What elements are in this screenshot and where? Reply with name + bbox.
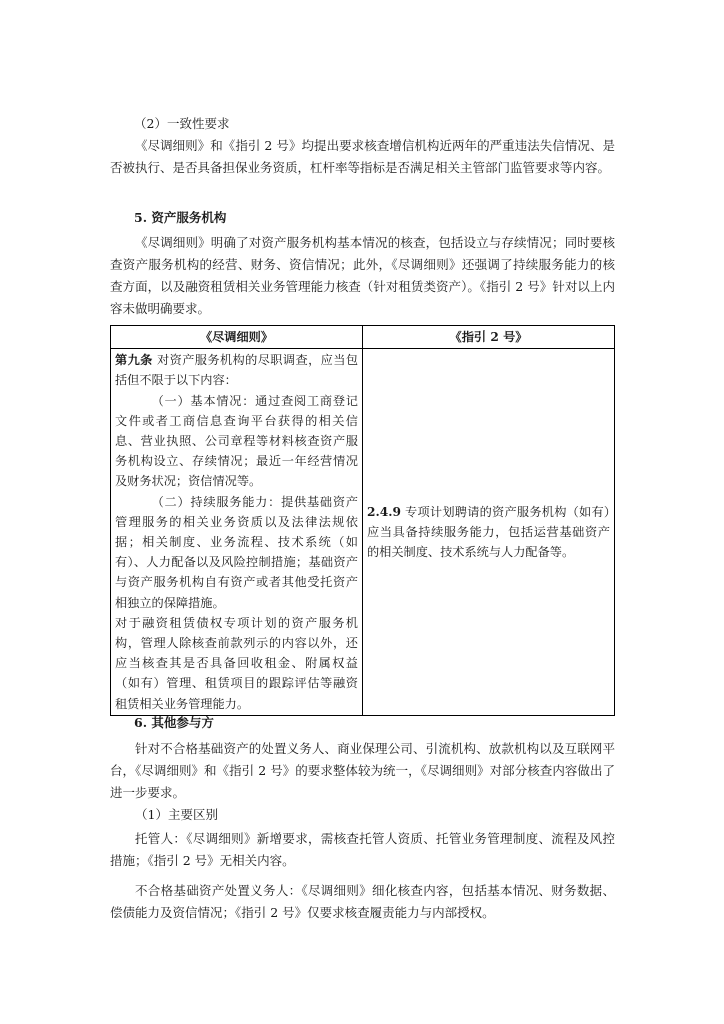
table-header-row bbox=[111, 326, 615, 349]
consistency-paragraph: 《尽调细则》和《指引 2 号》均提出要求核查增信机构近两年的严重违法失信情况、是否被执行、是否具备担保业务资质，杠杆率等指标是否满足相关主管部门监管要求等内容。 bbox=[110, 138, 615, 175]
main-differences-heading: （1）主要区别 bbox=[135, 807, 218, 822]
guideline-2-4-9-text: 专项计划聘请的资产服务机构（如有）应当具备持续服务能力，包括运营基础资产的相关制度、技术系统与人力配备等。 bbox=[367, 504, 610, 560]
article-9-label: 第九条 bbox=[115, 353, 153, 368]
consistency-heading: （2）一致性要求 bbox=[134, 116, 230, 131]
table-header-right: 《指引 2 号》 bbox=[363, 326, 615, 349]
article-9-item-3: 对于融资租赁债权专项计划的资产服务机构，管理人除核查前款列示的内容以外，还应当核查其是否具备回收租金、附属权益（如有）管理、租赁项目的跟踪评估等融资租赁相关业务管理能力。 bbox=[115, 615, 358, 711]
article-9-intro bbox=[115, 350, 358, 390]
table-cell-left bbox=[111, 349, 363, 716]
table-row bbox=[111, 349, 615, 716]
article-9-item-1: （一）基本情况：通过查阅工商登记文件或者工商信息查询平台获得的相关信息、营业执照、公司章程等材料核查资产服务机构设立、存续情况；最近一年经营情况及财务状况；资信情况等。 bbox=[115, 393, 358, 489]
guideline-2-4-9 bbox=[367, 502, 610, 563]
table-cell-right bbox=[363, 349, 615, 716]
custodian-paragraph: 托管人：《尽调细则》新增要求，需核查托管人资质、托管业务管理制度、流程及风控措施；《指引 2 号》无相关内容。 bbox=[110, 831, 615, 868]
article-9-item-2: （二）持续服务能力：提供基础资产管理服务的相关业务资质以及法律法规依据；相关制度、业务流程、技术系统（如有）、人力配备以及风险控制措施；基础资产与资产服务机构自有资产或者其他受托资产相独立的保障措施。 bbox=[115, 494, 358, 610]
section-5-title: 5. 资产服务机构 bbox=[134, 210, 227, 225]
article-9-intro-text: 对资产服务机构的尽职调查，应当包括但不限于以下内容： bbox=[115, 353, 359, 388]
section-6-paragraph: 针对不合格基础资产的处置义务人、商业保理公司、引流机构、放款机构以及互联网平台，《尽调细则》和《指引 2 号》的要求整体较为统一，《尽调细则》对部分核查内容做出了进一步要求。 bbox=[110, 741, 615, 800]
guideline-2-4-9-label: 2.4.9 bbox=[367, 504, 401, 519]
table-header-left: 《尽调细则》 bbox=[111, 326, 363, 349]
disposal-obligor-paragraph: 不合格基础资产处置义务人：《尽调细则》细化核查内容，包括基本情况、财务数据、偿债能力及资信情况；《指引 2 号》仅要求核查履责能力与内部授权。 bbox=[110, 883, 615, 920]
comparison-table bbox=[110, 325, 615, 716]
section-5-paragraph: 《尽调细则》明确了对资产服务机构基本情况的核查，包括设立与存续情况；同时要核查资产服务机构的经营、财务、资信情况；此外，《尽调细则》还强调了持续服务能力的核查方面，以及融资租赁相关业务管理能力核查（针对租赁类资产）。《指引 2 号》针对以上内容未做明确要求。 bbox=[110, 235, 615, 316]
section-6-title: 6. 其他参与方 bbox=[134, 715, 214, 730]
